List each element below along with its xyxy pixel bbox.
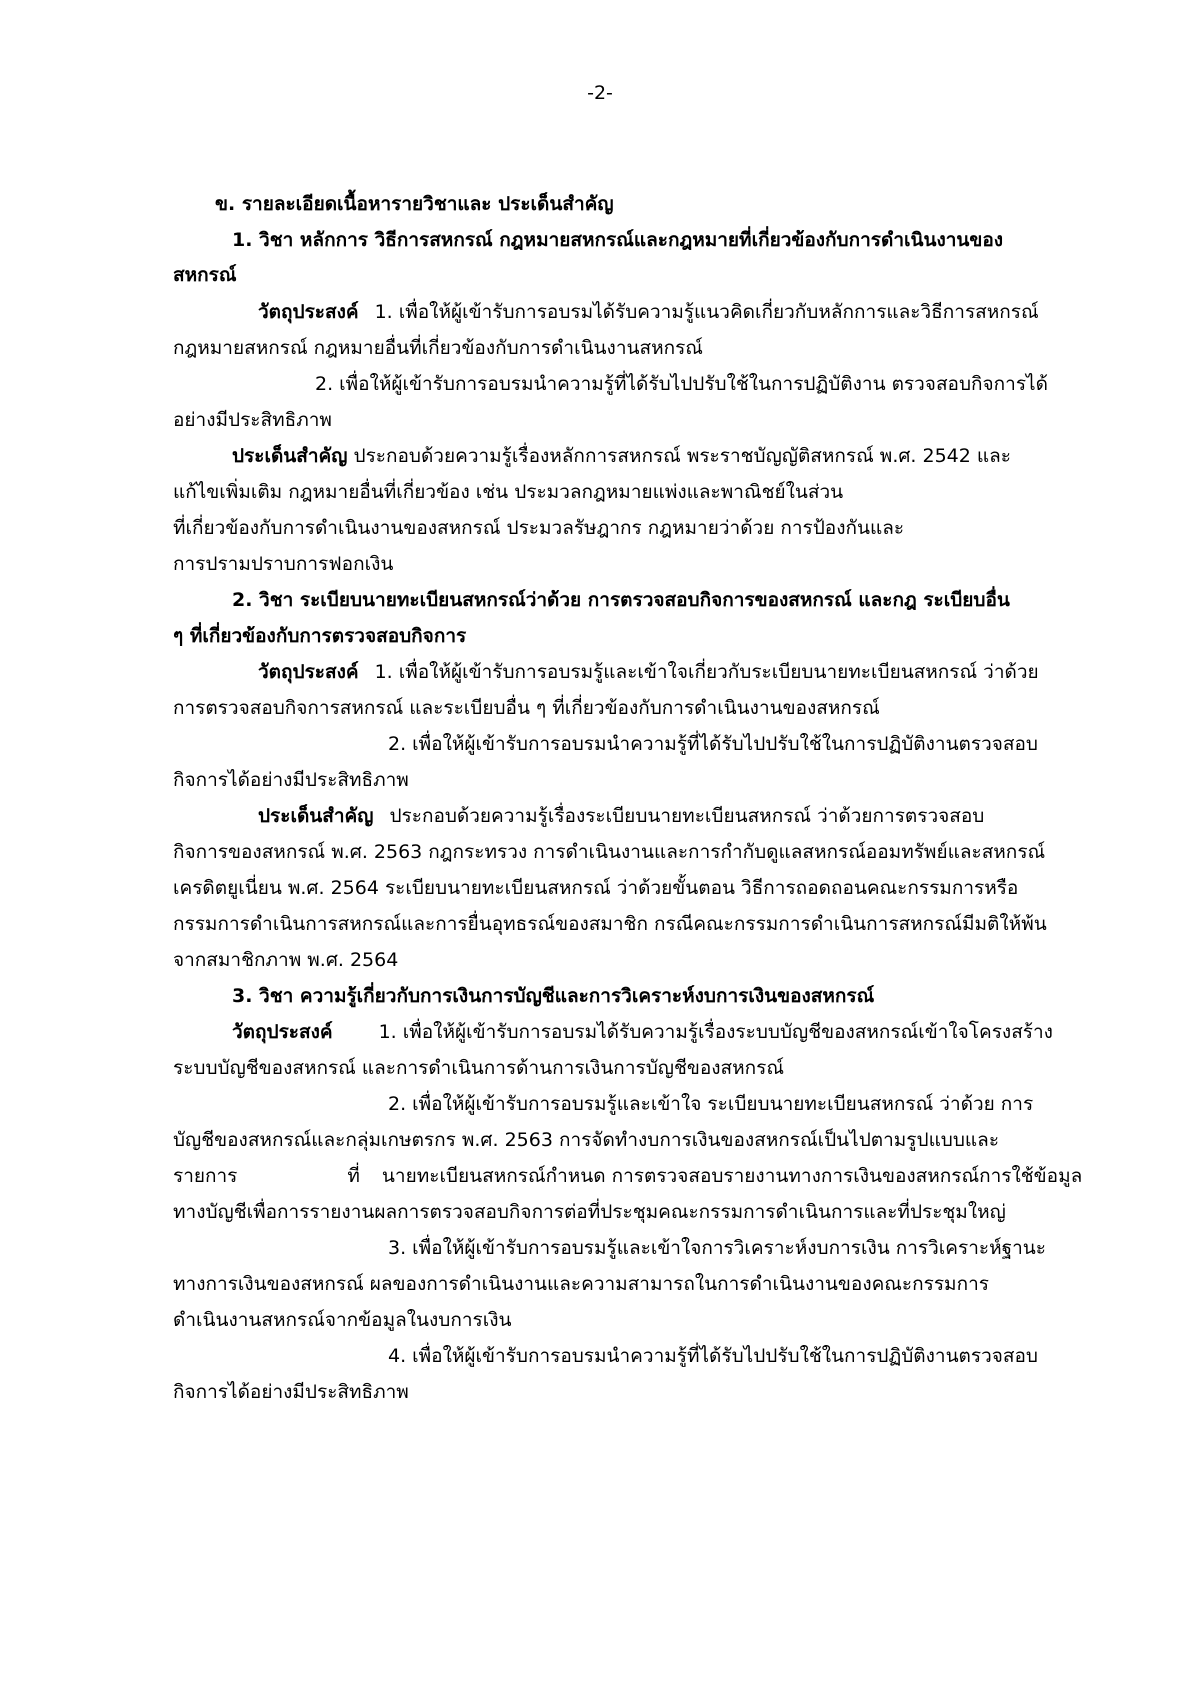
objective-text: 1. เพื่อให้ผู้เข้ารับการอบรมได้รับความรู้แนวคิดเกี่ยวกับหลักการและวิธีการสหกรณ์ [374,301,1039,323]
subject3-objective-3-cont2: ดำเนินงานสหกรณ์จากข้อมูลในงบการเงิน [173,1309,512,1331]
subject3-objective-4-cont: กิจการได้อย่างมีประสิทธิภาพ [173,1381,409,1403]
subject1-objective-1 [258,296,1039,328]
subject3-objective-4: 4. เพื่อให้ผู้เข้ารับการอบรมนำความรู้ที่ได้รับไปปรับใช้ในการปฏิบัติงานตรวจสอบ [388,1345,1038,1367]
subject1-objective-2: 2. เพื่อให้ผู้เข้ารับการอบรมนำความรู้ที่ได้รับไปปรับใช้ในการปฏิบัติงาน ตรวจสอบกิจการได้ [315,373,1048,395]
subject3-objective-2: 2. เพื่อให้ผู้เข้ารับการอบรมรู้และเข้าใจ ระเบียบนายทะเบียนสหกรณ์ ว่าด้วย การ [388,1093,1034,1115]
subject1-key-points-cont2: ที่เกี่ยวข้องกับการดำเนินงานของสหกรณ์ ประมวลรัษฎากร กฎหมายว่าด้วย การป้องกันและ [173,517,905,539]
subject3-title-line1: 3. วิชา ความรู้เกี่ยวกับการเงินการบัญชีและการวิเคราะห์งบการเงินของสหกรณ์ [232,985,875,1007]
objective-label: วัตถุประสงค์ [258,661,359,683]
subject2-title-line2: ๆ ที่เกี่ยวข้องกับการตรวจสอบกิจการ [173,625,467,647]
text-fragment: นายทะเบียนสหกรณ์กำหนด การตรวจสอบรายงานทางการเงินของสหกรณ์การใช้ข้อมูล [381,1165,1083,1187]
subject2-objective-1 [258,656,1039,688]
subject1-objective-2-cont: อย่างมีประสิทธิภาพ [173,409,332,431]
subject2-key-points-cont2: เครดิตยูเนี่ยน พ.ศ. 2564 ระเบียบนายทะเบียนสหกรณ์ ว่าด้วยขั้นตอน วิธีการถอดถอนคณะกรรมการหรือ [173,877,1019,899]
subject2-objective-2: 2. เพื่อให้ผู้เข้ารับการอบรมนำความรู้ที่ได้รับไปปรับใช้ในการปฏิบัติงานตรวจสอบ [388,733,1038,755]
subject3-objective-2-cont3: ทางบัญชีเพื่อการรายงานผลการตรวจสอบกิจการต่อที่ประชุมคณะกรรมการดำเนินการและที่ประชุมใหญ่ [173,1201,1006,1223]
subject2-objective-2-cont: กิจการได้อย่างมีประสิทธิภาพ [173,769,409,791]
subject3-objective-3: 3. เพื่อให้ผู้เข้ารับการอบรมรู้และเข้าใจการวิเคราะห์งบการเงิน การวิเคราะห์ฐานะ [388,1237,1046,1259]
subject2-key-points-cont3: กรรมการดำเนินการสหกรณ์และการยื่นอุทธรณ์ของสมาชิก กรณีคณะกรรมการดำเนินการสหกรณ์มีมติให้พ้น [173,913,1047,935]
objective-text: 1. เพื่อให้ผู้เข้ารับการอบรมได้รับความรู้เรื่องระบบบัญชีของสหกรณ์เข้าใจโครงสร้าง [378,1021,1053,1043]
subject3-objective-2-cont2 [173,1160,1082,1192]
subject2-objective-1-cont: การตรวจสอบกิจการสหกรณ์ และระเบียบอื่น ๆ ที่เกี่ยวข้องกับการดำเนินงานของสหกรณ์ [173,697,880,719]
subject1-key-points [232,440,1011,472]
subject1-title-line2: สหกรณ์ [173,264,237,286]
key-points-text: ประกอบด้วยความรู้เรื่องหลักการสหกรณ์ พระราชบัญญัติสหกรณ์ พ.ศ. 2542 และ [353,445,1011,467]
key-points-label: ประเด็นสำคัญ [232,445,348,467]
subject3-objective-1 [232,1016,1053,1048]
objective-label: วัตถุประสงค์ [258,301,359,323]
objective-text: 1. เพื่อให้ผู้เข้ารับการอบรมรู้และเข้าใจเกี่ยวกับระเบียบนายทะเบียนสหกรณ์ ว่าด้วย [374,661,1039,683]
subject3-objective-1-cont: ระบบบัญชีของสหกรณ์ และการดำเนินการด้านการเงินการบัญชีของสหกรณ์ [173,1057,784,1079]
subject1-key-points-cont1: แก้ไขเพิ่มเติม กฎหมายอื่นที่เกี่ยวข้อง เช่น ประมวลกฎหมายแพ่งและพาณิชย์ในส่วน [173,481,844,503]
text-fragment: รายการ [173,1165,238,1187]
text-fragment: ที่ [347,1165,360,1187]
section-heading: ข. รายละเอียดเนื้อหารายวิชาและ ประเด็นสำคัญ [215,193,614,215]
subject2-key-points-cont1: กิจการของสหกรณ์ พ.ศ. 2563 กฎกระทรวง การดำเนินงานและการกำกับดูแลสหกรณ์ออมทรัพย์และสหกรณ์ [173,841,1046,863]
subject3-objective-3-cont1: ทางการเงินของสหกรณ์ ผลของการดำเนินงานและความสามารถในการดำเนินงานของคณะกรรมการ [173,1273,989,1295]
subject1-key-points-cont3: การปรามปราบการฟอกเงิน [173,553,394,575]
subject1-objective-1-cont: กฎหมายสหกรณ์ กฎหมายอื่นที่เกี่ยวข้องกับการดำเนินงานสหกรณ์ [173,337,703,359]
subject1-title-line1: 1. วิชา หลักการ วิธีการสหกรณ์ กฎหมายสหกรณ์และกฎหมายที่เกี่ยวข้องกับการดำเนินงานของ [232,229,1004,251]
subject2-key-points-cont4: จากสมาชิกภาพ พ.ศ. 2564 [173,949,399,971]
key-points-label: ประเด็นสำคัญ [258,805,374,827]
subject2-title-line1: 2. วิชา ระเบียบนายทะเบียนสหกรณ์ว่าด้วย การตรวจสอบกิจการของสหกรณ์ และกฎ ระเบียบอื่น [232,589,1010,611]
objective-label: วัตถุประสงค์ [232,1021,333,1043]
subject2-key-points [258,800,984,832]
key-points-text: ประกอบด้วยความรู้เรื่องระเบียบนายทะเบียนสหกรณ์ ว่าด้วยการตรวจสอบ [389,805,985,827]
subject3-objective-2-cont1: บัญชีของสหกรณ์และกลุ่มเกษตรกร พ.ศ. 2563 การจัดทำงบการเงินของสหกรณ์เป็นไปตามรูปแบบและ [173,1129,1000,1151]
page-number: -2- [587,82,613,104]
